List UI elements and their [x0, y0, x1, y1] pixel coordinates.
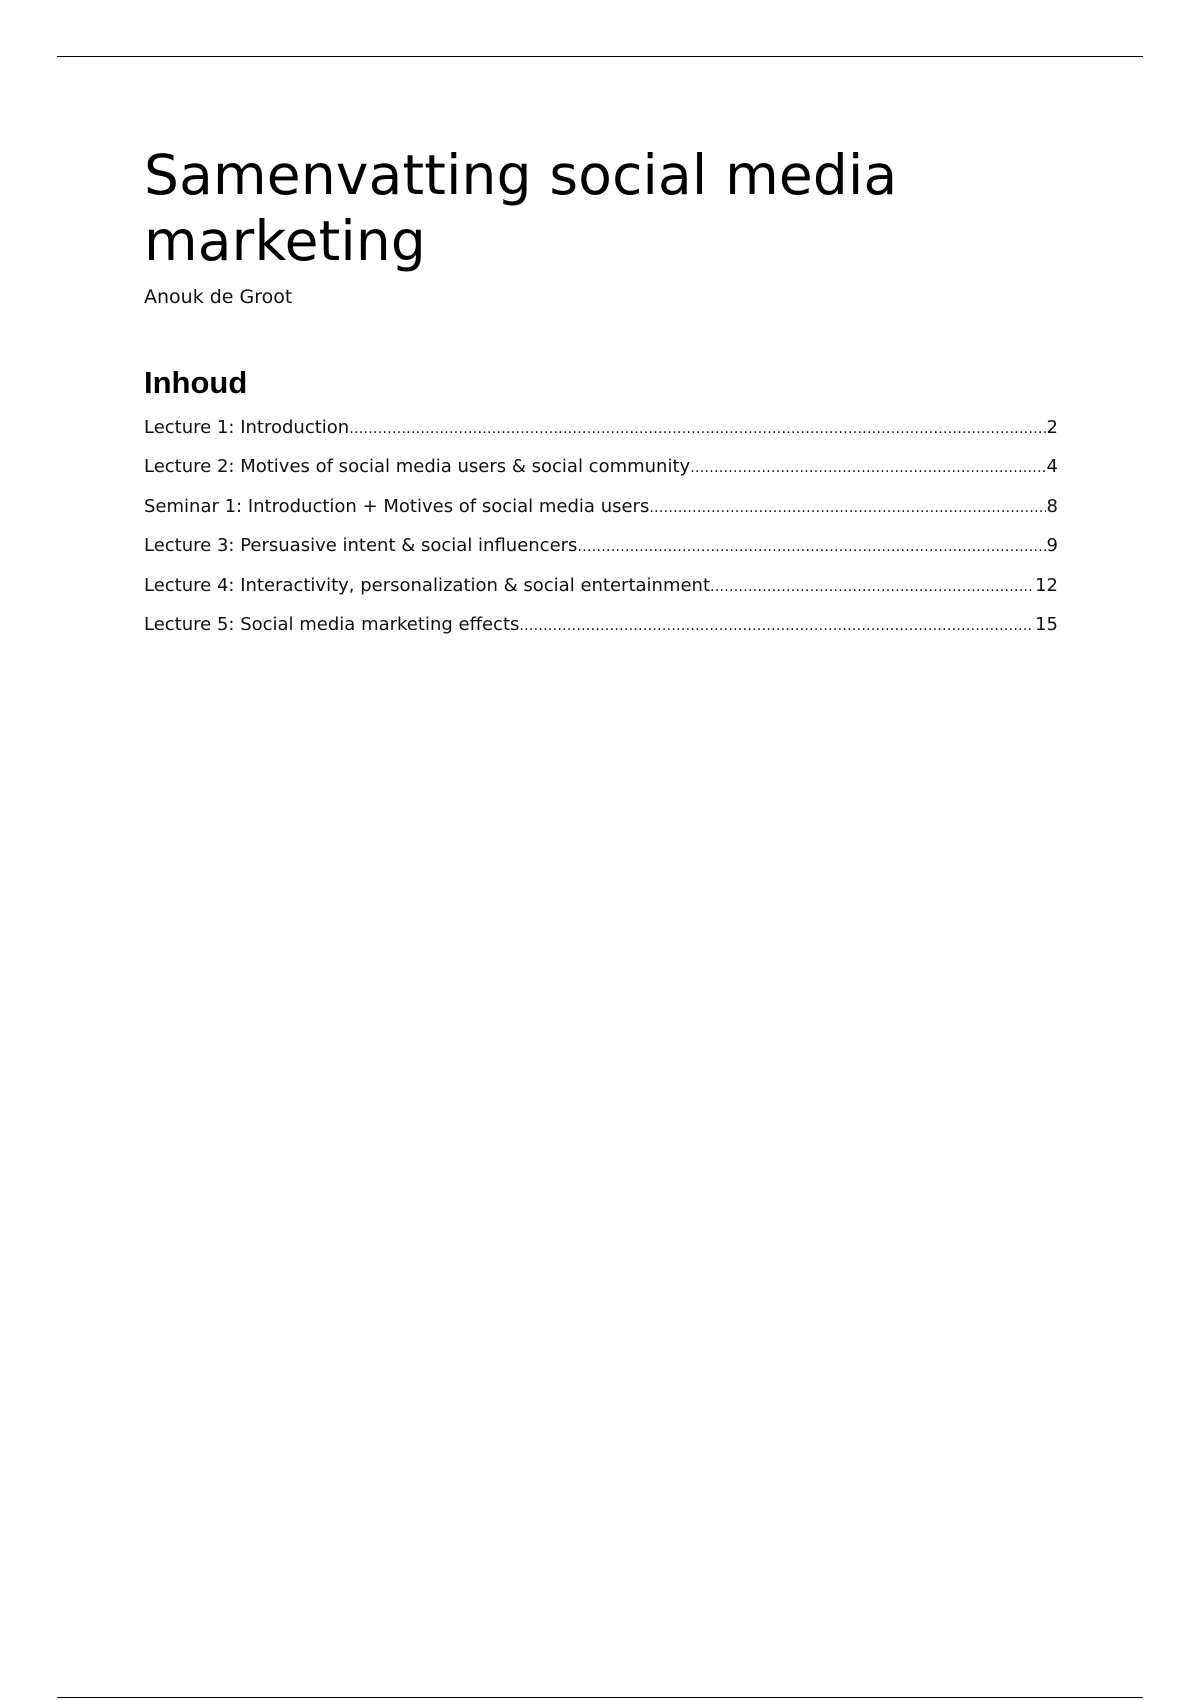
- toc-entry-lecture-5[interactable]: [144, 612, 1058, 651]
- toc-entry-page-number: 2: [1046, 417, 1058, 438]
- toc-dot-leader: [577, 534, 1045, 560]
- toc-entry-lecture-2[interactable]: [144, 454, 1058, 493]
- toc-entry-label: Seminar 1: Introduction + Motives of social media users: [144, 495, 650, 517]
- toc-entry-page-number: 15: [1035, 613, 1058, 635]
- toc-dot-leader: [649, 495, 1045, 521]
- toc-entry-label: Lecture 3: Persuasive intent & social influencers: [144, 535, 578, 557]
- toc-entry-lecture-3[interactable]: [144, 533, 1058, 572]
- toc-entry-seminar-1[interactable]: [144, 494, 1058, 533]
- document-body: [144, 142, 1058, 651]
- toc-entry-page-number: 4: [1046, 456, 1058, 478]
- toc-entry-label: Lecture 2: Motives of social media users & social community: [144, 456, 691, 478]
- toc-heading: Inhoud: [144, 365, 248, 400]
- toc-entry-label: Lecture 1: Introduction: [144, 417, 350, 438]
- toc-entry-page-number: 9: [1046, 535, 1058, 557]
- toc-entry-label: Lecture 5: Social media marketing effects: [144, 613, 520, 635]
- toc-dot-leader: [690, 455, 1045, 481]
- toc-entry-label: Lecture 4: Interactivity, personalization & social entertainment: [144, 574, 711, 596]
- toc-dot-leader: [349, 416, 1045, 442]
- toc-dot-leader: [710, 574, 1034, 600]
- table-of-contents: [144, 415, 1058, 651]
- footer-rule: [57, 1697, 1143, 1698]
- toc-entry-lecture-4[interactable]: [144, 573, 1058, 612]
- header-rule: [57, 56, 1143, 57]
- toc-entry-lecture-1[interactable]: [144, 415, 1058, 454]
- toc-entry-page-number: 12: [1035, 574, 1058, 596]
- toc-dot-leader: [519, 613, 1034, 639]
- toc-entry-page-number: 8: [1046, 495, 1058, 517]
- document-author: Anouk de Groot: [144, 286, 293, 308]
- document-title: Samenvatting social media marketing: [144, 143, 898, 273]
